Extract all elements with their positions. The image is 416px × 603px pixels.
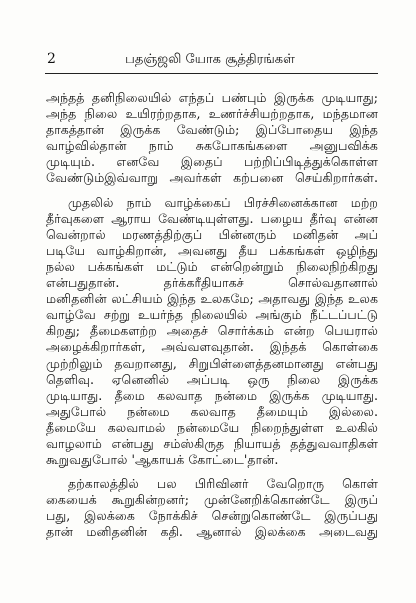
text-line: வேண்டும்இவ்வாறு அவர்கள் கற்பனை செய்கிறார்கள்.	[46, 170, 378, 186]
paragraph-2	[46, 195, 378, 469]
text-line: அழைக்கிறார்கள், அவ்வளவுதான். இந்தக் கொள்கை	[46, 339, 378, 355]
text-line: பது, இலக்கை நோக்கிச் சென்றுகொண்டே இருப்பது	[46, 508, 378, 524]
text-line: வாழ்வில்தான் நாம் சுகபோகங்களை அனுபவிக்க	[46, 138, 378, 154]
header-rule	[45, 73, 378, 74]
text-line: நல்ல பக்கங்கள் மட்டும் என்றென்றும் நிலைநிற்கிறது	[46, 258, 378, 274]
text-line: அதுபோல் நன்மை கலவாத தீமையும் இல்லை.	[46, 403, 378, 419]
text-body	[46, 90, 378, 541]
text-line: முதலில் நாம் வாழ்க்கைப் பிரச்சினைக்கான மற்ற	[68, 194, 378, 210]
text-line: வாழ்வே சற்று உயர்ந்த நிலையில் அங்கும் நீட்டப்பட்டு	[46, 307, 378, 323]
text-line: கூறுவதுபோல் 'ஆகாயக் கோட்டை'தான்.	[46, 452, 279, 468]
text-line: முடியாது. தீமை கலவாத நன்மை இருக்க முடியாது.	[46, 387, 378, 403]
running-title: பதஞ்ஜலி யோக சூத்திரங்கள்	[125, 52, 295, 67]
paragraph-1	[46, 90, 378, 187]
text-line: முற்றிலும் தவறானது, சிறுபிள்ளைத்தனமானது என்பது	[46, 355, 378, 371]
text-line: வாழலாம் என்பது சம்ஸ்கிருத நியாயத் தத்துவவாதிகள்	[46, 435, 378, 451]
text-line: தீமையே கலவாமல் நன்மையே நிறைந்துள்ள உலகில்	[46, 419, 378, 435]
text-line: வென்றால் மரணத்திற்குப் பின்னரும் மனிதன் அப்	[46, 226, 378, 242]
text-line: தாகத்தான் இருக்க வேண்டும்; இப்போதைய இந்த	[46, 122, 378, 138]
text-line: முடியும். எனவே இதைப் பற்றிப்பிடித்துக்கொள்ள	[46, 154, 378, 170]
text-line: தற்காலத்தில் பல பிரிவினர் வேறொரு கொள்	[68, 476, 378, 492]
text-line: தெளிவு. ஏனெனில் அப்படி ஒரு நிலை இருக்க	[46, 371, 378, 387]
text-line: அந்தத் தனிநிலையில் எந்தப் பண்பும் இருக்க முடியாது;	[46, 90, 378, 105]
text-line: அந்த நிலை உயிரற்றதாக, உணர்ச்சியற்றதாக, மந்தமான	[46, 106, 378, 122]
text-line: கிறது; தீமைகளற்ற அதைச் சொர்க்கம் என்ற பெயரால்	[46, 323, 378, 339]
text-line: மனிதனின் லட்சியம் இந்த உலகமே; அதாவது இந்த உலக	[46, 291, 378, 307]
page-number: 2	[47, 51, 56, 67]
text-line: கையைக் கூறுகின்றனர்; முன்னேறிக்கொண்டே இருப்	[46, 492, 378, 508]
text-line: தான் மனிதனின் கதி. ஆனால் இலக்கை அடைவது	[46, 524, 378, 540]
text-line: என்பதுதான். தர்க்கரீதியாகச் சொல்வதானால்	[46, 275, 378, 291]
text-line: படியே வாழ்கிறான், அவனது தீய பக்கங்கள் ஒழிந்து	[46, 242, 378, 258]
text-line: தீர்வுகளை ஆராய வேண்டியுள்ளது. பழைய தீர்வு என்ன	[46, 210, 378, 226]
paragraph-3	[46, 476, 378, 540]
